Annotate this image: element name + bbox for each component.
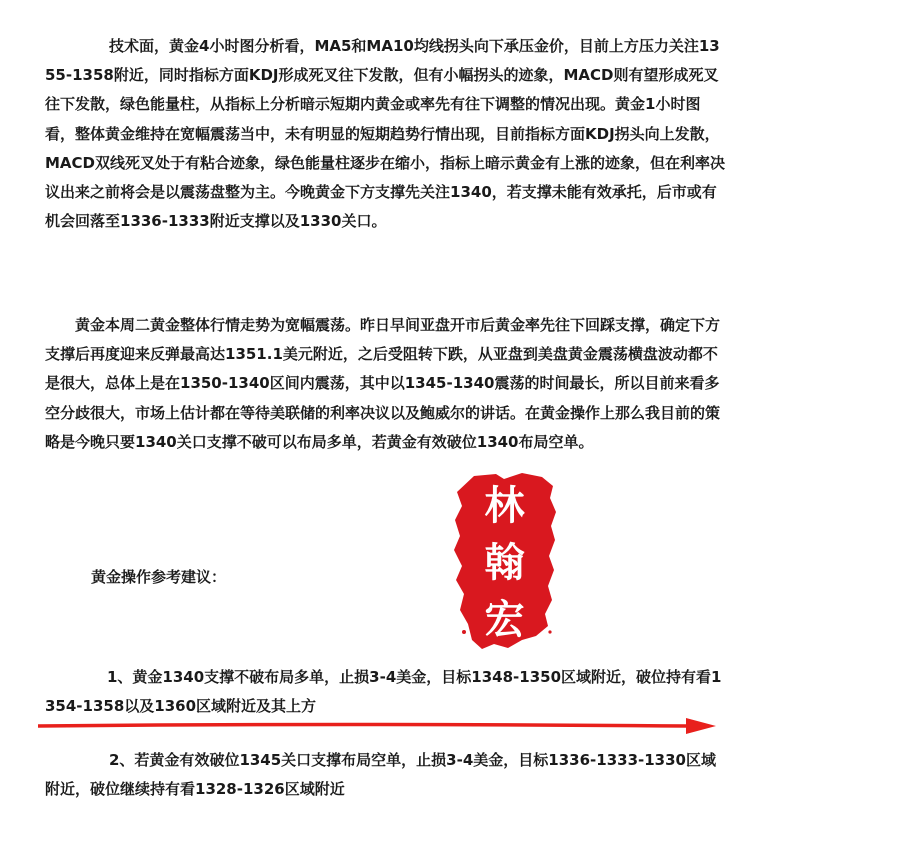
seal-char-1: 林 (484, 482, 525, 530)
analysis-paragraph-technical: 技术面，黄金4小时图分析看，MA5和MA10均线拐头向下承压金价，目前上方压力关注1355-1358附近，同时指标方面KDJ形成死叉往下发散，但有小幅拐头的迹象，MACD则有望形成死叉往下发散，绿色能量柱，从指标上分析暗示短期内黄金或率先有往下调整的情况出现。黄金1小时图看，整体黄金维持在宽幅震荡当中，未有明显的短期趋势行情出现，目前指标方面KDJ拐头向上发散，MACD双线死叉处于有粘合迹象，绿色能量柱逐步在缩小，指标上暗示黄金有上涨的迹象，但在利率决议出来之前将会是以震荡盘整为主。今晚黄金下方支撑先关注1340，若支撑未能有效承托，后市或有机会回落至1336-1333附近支撑以及1330关口。 (45, 37, 725, 231)
analysis-paragraph-weekly-review: 黄金本周二黄金整体行情走势为宽幅震荡。昨日早间亚盘开市后黄金率先往下回踩支撑，确定下方支撑后再度迎来反弹最高达1351.1美元附近，之后受阻转下跌，从亚盘到美盘黄金震荡横盘波动都不是很大，总体上是在1350-1340区间内震荡，其中以1345-1340震荡的时间最长，所以目前来看多空分歧很大，市场上估计都在等待美联储的利率决议以及鲍威尔的讲话。在黄金操作上那么我目前的策略是今晚只要1340关口支撑不破可以布局多单，若黄金有效破位1340布局空单。 (45, 316, 721, 451)
seal-char-3: 宏 (484, 595, 525, 643)
strategy-item-2: 2、若黄金有效破位1345关口支撑布局空单，止损3-4美金，目标1336-1333-1330区域附近，破位继续持有看1328-1326区域附近 (45, 751, 716, 799)
seal-char-2: 翰 (484, 538, 525, 586)
strategy-heading: 黄金操作参考建议： (91, 568, 227, 586)
seal-text (452, 478, 557, 648)
strategy-item-1: 1、黄金1340支撑不破布局多单，止损3-4美金，目标1348-1350区域附近，破位持有看1354-1358以及1360区域附近及其上方 (45, 668, 722, 716)
red-arrow (38, 715, 718, 737)
